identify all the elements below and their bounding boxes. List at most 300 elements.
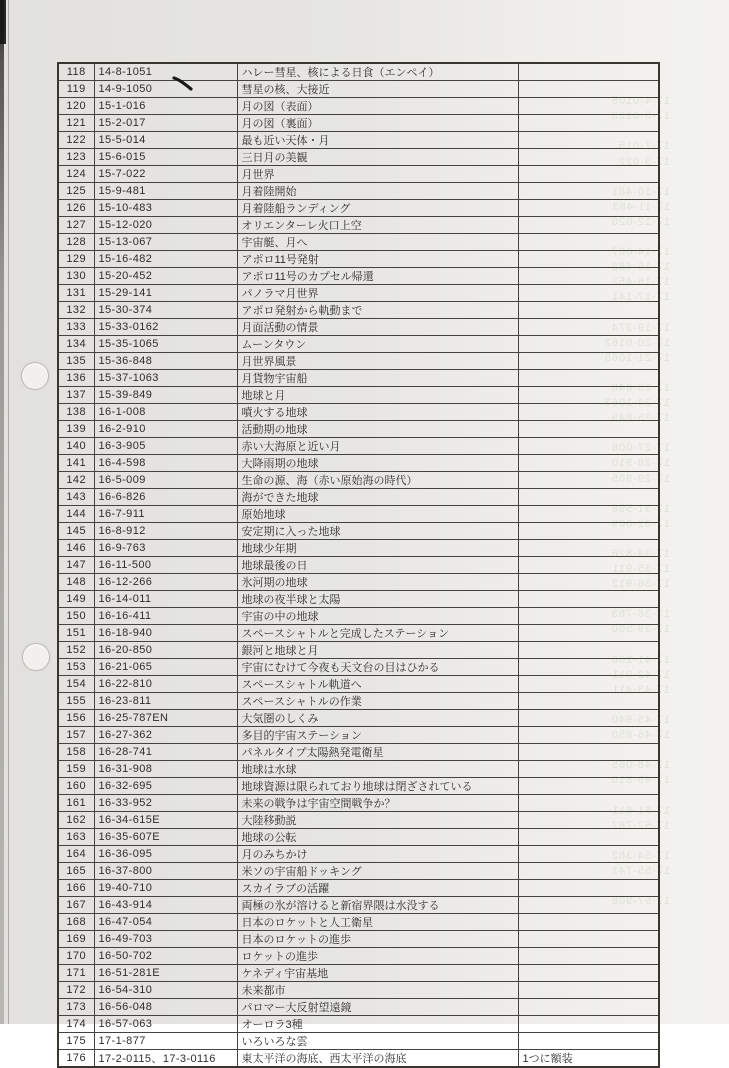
- title-cell: 宇宙艇、月へ: [237, 234, 518, 251]
- paper-edge-line: [8, 0, 9, 1024]
- note-cell: [518, 761, 659, 778]
- catalog-code: 16-57-063: [94, 1016, 237, 1033]
- bleedthrough-line: 17-20-0162: [603, 336, 670, 349]
- title-cell: パネルタイプ太陽熱発電衛星: [237, 744, 518, 761]
- catalog-code: 17-2-0115、17-3-0116: [94, 1050, 237, 1068]
- title-cell: アポロ11号発射: [237, 251, 518, 268]
- catalog-code: 14-8-1051: [94, 63, 237, 81]
- table-row: [58, 472, 659, 489]
- note-cell: [518, 778, 659, 795]
- row-number: 126: [58, 200, 94, 217]
- catalog-code: 15-6-015: [94, 149, 237, 166]
- row-number: 128: [58, 234, 94, 251]
- bleedthrough-line: 17-34-826: [610, 548, 670, 560]
- row-number: 129: [58, 251, 94, 268]
- table-row: [58, 166, 659, 183]
- catalog-code: 15-10-483: [94, 200, 237, 217]
- catalog-code: 16-25-787EN: [94, 710, 237, 727]
- row-number: 151: [58, 625, 94, 642]
- table-row: [58, 1050, 659, 1068]
- bleedthrough-line: 17-54-362: [610, 849, 670, 862]
- title-cell: 未来の戦争は宇宙空間戦争か？: [237, 795, 518, 812]
- bleedthrough-line: 17-29-905: [610, 472, 670, 485]
- table-row: [58, 183, 659, 200]
- bleedthrough-line: 17-7-015: [617, 140, 670, 153]
- title-cell: 地球と月: [237, 387, 518, 404]
- catalog-code: 16-21-065: [94, 659, 237, 676]
- punch-hole: [21, 362, 49, 390]
- row-number: 143: [58, 489, 94, 506]
- bleedthrough-line: 17-15-482: [610, 261, 670, 274]
- row-number: 125: [58, 183, 94, 200]
- row-number: 134: [58, 336, 94, 353]
- table-row: [58, 115, 659, 132]
- title-cell: スペースシャトルの作業: [237, 693, 518, 710]
- catalog-code: 16-12-266: [94, 574, 237, 591]
- table-row: [58, 319, 659, 336]
- catalog-code: 15-16-482: [94, 251, 237, 268]
- bleedthrough-line: 17-55-741: [610, 864, 670, 877]
- catalog-code: 16-43-914: [94, 897, 237, 914]
- row-number: 155: [58, 693, 94, 710]
- note-cell: [518, 846, 659, 863]
- row-number: 145: [58, 523, 94, 540]
- catalog-code: 16-36-095: [94, 846, 237, 863]
- table-row: [58, 540, 659, 557]
- title-cell: 活動期の地球: [237, 421, 518, 438]
- row-number: 161: [58, 795, 94, 812]
- title-cell: 原始地球: [237, 506, 518, 523]
- title-cell: 多目的宇宙ステーション: [237, 727, 518, 744]
- row-number: 146: [58, 540, 94, 557]
- bleedthrough-line: 17-10-481: [610, 185, 670, 198]
- title-cell: 地球の公転: [237, 829, 518, 846]
- bleedthrough-line: 17-4-0105: [610, 95, 670, 108]
- row-number: 136: [58, 370, 94, 387]
- row-number: 147: [58, 557, 94, 574]
- title-cell: スペースシャトルと完成したステーション: [237, 625, 518, 642]
- table-row: [58, 421, 659, 438]
- table-row: [58, 863, 659, 880]
- row-number: 130: [58, 268, 94, 285]
- row-number: 171: [58, 965, 94, 982]
- scan-corner-artifact: [0, 0, 6, 44]
- bleedthrough-line: 17-19-374: [610, 321, 670, 334]
- table-row: [58, 455, 659, 472]
- catalog-code: 15-7-022: [94, 166, 237, 183]
- bleedthrough-line: 17-38-763: [610, 608, 670, 621]
- title-cell: 両極の氷が溶けると新宿界隈は水没する: [237, 897, 518, 914]
- catalog-code: 15-9-481: [94, 183, 237, 200]
- row-number: 168: [58, 914, 94, 931]
- bleedthrough-line: 17-27-008: [610, 442, 670, 455]
- catalog-code: 16-2-910: [94, 421, 237, 438]
- table-row: [58, 965, 659, 982]
- row-number: 163: [58, 829, 94, 846]
- note-cell: [518, 234, 659, 251]
- bleedthrough-line: 17-17-141: [610, 291, 670, 304]
- bleedthrough-line: 17-42-011: [611, 668, 670, 681]
- row-number: 172: [58, 982, 94, 999]
- catalog-code: 16-32-695: [94, 778, 237, 795]
- note-cell: [518, 710, 659, 727]
- title-cell: 日本のロケットの進歩: [237, 931, 518, 948]
- note-cell: [518, 659, 659, 676]
- table-row: [58, 693, 659, 710]
- catalog-code: 16-34-615E: [94, 812, 237, 829]
- title-cell: いろいろな雲: [237, 1033, 518, 1050]
- catalog-code: 15-33-0162: [94, 319, 237, 336]
- catalog-code: 16-35-607E: [94, 829, 237, 846]
- title-cell: 地球最後の日: [237, 557, 518, 574]
- catalog-code: 15-13-067: [94, 234, 237, 251]
- title-cell: 宇宙の中の地球: [237, 608, 518, 625]
- row-number: 157: [58, 727, 94, 744]
- title-cell: 海ができた地球: [237, 489, 518, 506]
- catalog-code: 16-16-411: [94, 608, 237, 625]
- title-cell: 日本のロケットと人工衛星: [237, 914, 518, 931]
- note-cell: [518, 642, 659, 659]
- table-row: [58, 914, 659, 931]
- row-number: 160: [58, 778, 94, 795]
- catalog-code: 16-5-009: [94, 472, 237, 489]
- row-number: 122: [58, 132, 94, 149]
- table-row: [58, 370, 659, 387]
- catalog-code: 15-20-452: [94, 268, 237, 285]
- title-cell: 安定期に入った地球: [237, 523, 518, 540]
- row-number: 137: [58, 387, 94, 404]
- table-row: [58, 761, 659, 778]
- table-row: [58, 744, 659, 761]
- note-cell: [518, 115, 659, 132]
- table-row: [58, 1033, 659, 1050]
- catalog-code: 16-37-800: [94, 863, 237, 880]
- row-number: 159: [58, 761, 94, 778]
- catalog-code: 16-8-912: [94, 523, 237, 540]
- title-cell: 月の図（表面）: [237, 98, 518, 115]
- catalog-code: 16-33-952: [94, 795, 237, 812]
- note-cell: [518, 370, 659, 387]
- bleedthrough-line: 17-12-020: [610, 215, 670, 228]
- table-row: [58, 98, 659, 115]
- note-cell: [518, 285, 659, 302]
- title-cell: 未来都市: [237, 982, 518, 999]
- catalog-code: 16-23-811: [94, 693, 237, 710]
- row-number: 150: [58, 608, 94, 625]
- bleedthrough-line: 17-16-452: [610, 276, 670, 289]
- note-cell: [518, 387, 659, 404]
- table-row: [58, 506, 659, 523]
- note-cell: [518, 166, 659, 183]
- note-cell: [518, 897, 659, 914]
- note-cell: [518, 81, 659, 98]
- note-cell: [518, 302, 659, 319]
- table-row: [58, 268, 659, 285]
- row-number: 154: [58, 676, 94, 693]
- title-cell: スペースシャトル軌道へ: [237, 676, 518, 693]
- punch-hole: [22, 643, 50, 671]
- table-row: [58, 795, 659, 812]
- table-row: [58, 132, 659, 149]
- catalog-code: 14-9-1050: [94, 81, 237, 98]
- note-cell: [518, 63, 659, 81]
- catalog-code: 15-1-016: [94, 98, 237, 115]
- title-cell: アポロ発射から軌動まで: [237, 302, 518, 319]
- row-number: 133: [58, 319, 94, 336]
- note-cell: [518, 914, 659, 931]
- title-cell: 彗星の核、大接近: [237, 81, 518, 98]
- row-number: 148: [58, 574, 94, 591]
- table-row: [58, 659, 659, 676]
- bleedthrough-line: 17-32-009: [610, 517, 670, 530]
- note-cell: [518, 982, 659, 999]
- row-number: 169: [58, 931, 94, 948]
- title-cell: オーロラ3種: [237, 1016, 518, 1033]
- row-number: 140: [58, 438, 94, 455]
- title-cell: パノラマ月世界: [237, 285, 518, 302]
- table-row: [58, 234, 659, 251]
- row-number: 138: [58, 404, 94, 421]
- note-cell: [518, 812, 659, 829]
- note-cell: [518, 1016, 659, 1033]
- catalog-code: 17-1-877: [94, 1033, 237, 1050]
- note-cell: [518, 455, 659, 472]
- table-row: [58, 642, 659, 659]
- bleedthrough-line: 17-9-022: [617, 155, 670, 168]
- table-row: [58, 149, 659, 166]
- table-row: [58, 727, 659, 744]
- table-row: [58, 625, 659, 642]
- row-number: 141: [58, 455, 94, 472]
- note-cell: [518, 948, 659, 965]
- table-row: [58, 812, 659, 829]
- row-number: 119: [58, 81, 94, 98]
- bleedthrough-line: 17-46-850: [610, 729, 670, 742]
- table-row: [58, 285, 659, 302]
- note-cell: [518, 676, 659, 693]
- title-cell: 地球少年期: [237, 540, 518, 557]
- title-cell: アポロ11号のカプセル帰還: [237, 268, 518, 285]
- note-cell: [518, 795, 659, 812]
- table-row: [58, 81, 659, 98]
- note-cell: [518, 421, 659, 438]
- note-cell: [518, 472, 659, 489]
- table-row: [58, 931, 659, 948]
- row-number: 162: [58, 812, 94, 829]
- row-number: 144: [58, 506, 94, 523]
- row-number: 142: [58, 472, 94, 489]
- bleedthrough-line: 17-41-266: [610, 653, 670, 666]
- note-cell: [518, 132, 659, 149]
- table-row: [58, 574, 659, 591]
- bleedthrough-line: 17-24-1063: [603, 397, 670, 410]
- catalog-code: 16-51-281E: [94, 965, 237, 982]
- note-cell: [518, 268, 659, 285]
- row-number: 139: [58, 421, 94, 438]
- title-cell: 赤い大海原と近い月: [237, 438, 518, 455]
- row-number: 167: [58, 897, 94, 914]
- bleedthrough-line: 17-45-940: [610, 714, 670, 727]
- row-number: 175: [58, 1033, 94, 1050]
- table-row: [58, 302, 659, 319]
- row-number: 149: [58, 591, 94, 608]
- note-cell: [518, 1033, 659, 1050]
- row-number: 158: [58, 744, 94, 761]
- scan-edge-shadow: [0, 0, 4, 1024]
- catalog-code: 15-12-020: [94, 217, 237, 234]
- table-row: [58, 710, 659, 727]
- table-row: [58, 591, 659, 608]
- row-number: 120: [58, 98, 94, 115]
- row-number: 121: [58, 115, 94, 132]
- table-row: [58, 1016, 659, 1033]
- row-number: 165: [58, 863, 94, 880]
- row-number: 174: [58, 1016, 94, 1033]
- note-cell: [518, 574, 659, 591]
- title-cell: 地球は水球: [237, 761, 518, 778]
- note-cell: [518, 319, 659, 336]
- table-row: [58, 63, 659, 81]
- table-row: [58, 778, 659, 795]
- row-number: 124: [58, 166, 94, 183]
- bleedthrough-line: 17-48-065: [610, 759, 670, 772]
- note-cell: [518, 965, 659, 982]
- title-cell: 噴火する地球: [237, 404, 518, 421]
- catalog-code: 16-31-908: [94, 761, 237, 778]
- table-row: [58, 353, 659, 370]
- catalog-code: 15-30-374: [94, 302, 237, 319]
- note-cell: [518, 183, 659, 200]
- bleedthrough-line: 17-11-483: [611, 200, 670, 213]
- table-row: [58, 880, 659, 897]
- catalog-code: 16-28-741: [94, 744, 237, 761]
- title-cell: 地球の夜半球と太陽: [237, 591, 518, 608]
- row-number: 152: [58, 642, 94, 659]
- title-cell: 大陸移動説: [237, 812, 518, 829]
- title-cell: 大気圏のしくみ: [237, 710, 518, 727]
- note-cell: [518, 931, 659, 948]
- row-number: 131: [58, 285, 94, 302]
- bleedthrough-line: 17-51-811: [611, 804, 670, 817]
- row-number: 118: [58, 63, 94, 81]
- row-number: 176: [58, 1050, 94, 1068]
- row-number: 166: [58, 880, 94, 897]
- note-cell: [518, 200, 659, 217]
- catalog-code: 19-40-710: [94, 880, 237, 897]
- bleedthrough-line: 17-31-598: [610, 502, 670, 515]
- note-cell: [518, 404, 659, 421]
- title-cell: 宇宙にむけて今夜も天文台の目はひかる: [237, 659, 518, 676]
- note-cell: [518, 540, 659, 557]
- table-row: [58, 999, 659, 1016]
- title-cell: 氷河期の地球: [237, 574, 518, 591]
- catalog-table: [57, 62, 660, 1068]
- table-row: [58, 200, 659, 217]
- bleedthrough-line: 17-14-067: [610, 246, 670, 259]
- row-number: 164: [58, 846, 94, 863]
- title-cell: 月面活動の情景: [237, 319, 518, 336]
- table-row: [58, 948, 659, 965]
- bleedthrough-line: 17-28-910: [610, 457, 670, 470]
- catalog-code: 16-6-826: [94, 489, 237, 506]
- catalog-code: 15-2-017: [94, 115, 237, 132]
- title-cell: 月世界: [237, 166, 518, 183]
- title-cell: ロケットの進歩: [237, 948, 518, 965]
- title-cell: 地球資源は限られており地球は閉ざされている: [237, 778, 518, 795]
- note-cell: [518, 217, 659, 234]
- note-cell: [518, 251, 659, 268]
- title-cell: 生命の源、海（赤い原始海の時代）: [237, 472, 518, 489]
- title-cell: 月貨物宇宙船: [237, 370, 518, 387]
- catalog-code: 16-54-310: [94, 982, 237, 999]
- table-row: [58, 557, 659, 574]
- catalog-code: 16-4-598: [94, 455, 237, 472]
- row-number: 132: [58, 302, 94, 319]
- note-cell: [518, 438, 659, 455]
- title-cell: パロマー大反射望遠鏡: [237, 999, 518, 1016]
- table-row: [58, 336, 659, 353]
- bleedthrough-line: 17-52-787: [610, 819, 670, 832]
- table-row: [58, 489, 659, 506]
- table-row: [58, 251, 659, 268]
- title-cell: 大降雨期の地球: [237, 455, 518, 472]
- catalog-code: 16-50-702: [94, 948, 237, 965]
- catalog-code: 16-7-911: [94, 506, 237, 523]
- catalog-code: 15-39-849: [94, 387, 237, 404]
- table-row: [58, 217, 659, 234]
- note-cell: [518, 829, 659, 846]
- table-row: [58, 387, 659, 404]
- catalog-code: 15-36-848: [94, 353, 237, 370]
- catalog-code: 16-20-850: [94, 642, 237, 659]
- bleedthrough-line: 17-21-1065: [603, 351, 670, 364]
- bleedthrough-line: 17-36-912: [610, 578, 670, 591]
- title-cell: 三日月の美観: [237, 149, 518, 166]
- catalog-code: 15-29-141: [94, 285, 237, 302]
- catalog-code: 16-49-703: [94, 931, 237, 948]
- table-row: [58, 846, 659, 863]
- bleedthrough-line: 17-23-848: [610, 381, 670, 394]
- catalog-code: 15-37-1063: [94, 370, 237, 387]
- table-row: [58, 982, 659, 999]
- row-number: 123: [58, 149, 94, 166]
- title-cell: 月の図（裏面）: [237, 115, 518, 132]
- catalog-code: 16-1-008: [94, 404, 237, 421]
- title-cell: ムーンタウン: [237, 336, 518, 353]
- catalog-code: 16-22-810: [94, 676, 237, 693]
- note-cell: 1つに額装: [518, 1050, 659, 1068]
- row-number: 170: [58, 948, 94, 965]
- catalog-code: 16-3-905: [94, 438, 237, 455]
- table-row: [58, 608, 659, 625]
- note-cell: [518, 557, 659, 574]
- table-row: [58, 829, 659, 846]
- title-cell: 最も近い天体・月: [237, 132, 518, 149]
- catalog-code: 16-56-048: [94, 999, 237, 1016]
- catalog-code: 16-27-362: [94, 727, 237, 744]
- title-cell: ケネディ宇宙基地: [237, 965, 518, 982]
- catalog-code: 15-35-1065: [94, 336, 237, 353]
- bleedthrough-line: 17-5-0123: [610, 110, 670, 123]
- bleedthrough-line: 17-57-908: [610, 895, 670, 908]
- note-cell: [518, 727, 659, 744]
- catalog-code: 15-5-014: [94, 132, 237, 149]
- note-cell: [518, 608, 659, 625]
- table-row: [58, 523, 659, 540]
- note-cell: [518, 489, 659, 506]
- bleedthrough-line: 17-39-500: [610, 623, 670, 636]
- note-cell: [518, 625, 659, 642]
